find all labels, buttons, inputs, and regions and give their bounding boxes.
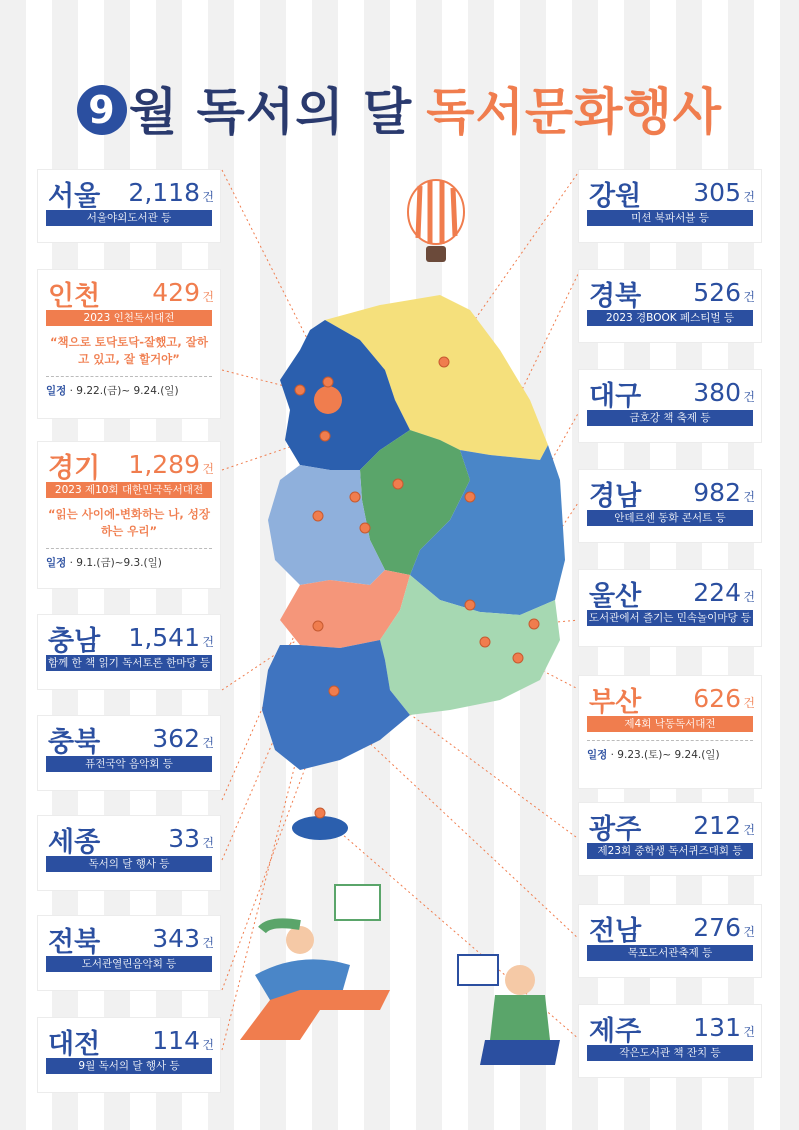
region-name: 광주: [589, 814, 642, 845]
event-description: 서울야외도서관 등: [46, 210, 212, 226]
schedule-dates: · 9.1.(금)~9.3.(일): [66, 557, 162, 569]
region-card: [579, 676, 761, 788]
event-schedule: [46, 548, 212, 570]
event-count: 224: [693, 578, 741, 607]
event-slogan: “책으로 토닥토닥-잘했고, 잘하고 있고, 잘 할거야”: [49, 335, 208, 366]
reader-illustration-left: [240, 885, 390, 1040]
region-card: [38, 270, 220, 418]
event-count: 305: [693, 178, 741, 207]
region-card: [38, 716, 220, 790]
title-part2: 독서문화행사: [426, 83, 723, 141]
count-unit: 건: [743, 1025, 755, 1039]
region-card: [38, 442, 220, 588]
event-description: 제23회 중학생 독서퀴즈대회 등: [587, 843, 753, 859]
region-name: 충남: [48, 626, 101, 657]
region-name: 부산: [589, 687, 642, 718]
count-unit: 건: [743, 590, 755, 604]
region-name: 울산: [589, 581, 642, 612]
reader-illustration-right: [458, 955, 560, 1065]
event-description: 미션 북파서블 등: [587, 210, 753, 226]
event-count: 626: [693, 684, 741, 713]
region-card: [579, 803, 761, 875]
count-unit: 건: [743, 925, 755, 939]
event-description: 2023 인천독서대전: [46, 310, 212, 326]
region-card: [579, 1005, 761, 1077]
page-title: [0, 72, 799, 144]
balloon-icon: [408, 180, 464, 262]
schedule-label: 일정: [46, 385, 67, 397]
region-name: 충북: [48, 727, 101, 758]
event-description: 제4회 낙동독서대전: [587, 716, 753, 732]
event-count: 2,118: [128, 178, 200, 207]
region-name: 전남: [589, 916, 642, 947]
event-count: 276: [693, 913, 741, 942]
region-card: [38, 615, 220, 689]
region-card: [579, 570, 761, 646]
event-count: 114: [152, 1026, 200, 1055]
event-description: 2023 경BOOK 페스티벌 등: [587, 310, 753, 326]
count-unit: 건: [202, 1038, 214, 1052]
event-description: 금호강 책 축제 등: [587, 410, 753, 426]
region-name: 세종: [48, 827, 101, 858]
region-card: [579, 370, 761, 442]
region-name: 경기: [48, 453, 101, 484]
event-slogan: “읽는 사이에-변화하는 나, 성장하는 우리”: [47, 507, 211, 538]
title-part1: 월 독서의 달: [128, 83, 413, 141]
count-unit: 건: [202, 290, 214, 304]
count-unit: 건: [743, 823, 755, 837]
event-count: 131: [693, 1013, 741, 1042]
region-name: 서울: [48, 181, 101, 212]
title-badge: 9: [77, 85, 127, 135]
count-unit: 건: [743, 190, 755, 204]
event-count: 526: [693, 278, 741, 307]
event-description: 목포도서관축제 등: [587, 945, 753, 961]
count-unit: 건: [202, 635, 214, 649]
region-card: [38, 916, 220, 990]
event-description: 퓨전국악 음악회 등: [46, 756, 212, 772]
region-card: [579, 170, 761, 242]
region-card: [579, 470, 761, 542]
schedule-label: 일정: [587, 749, 608, 761]
count-unit: 건: [743, 290, 755, 304]
event-description: 안데르센 동화 콘서트 등: [587, 510, 753, 526]
region-card: [38, 170, 220, 242]
event-count: 982: [693, 478, 741, 507]
region-card: [579, 270, 761, 342]
count-unit: 건: [202, 736, 214, 750]
event-schedule: [46, 376, 212, 398]
count-unit: 건: [202, 462, 214, 476]
event-description: 9월 독서의 달 행사 등: [46, 1058, 212, 1074]
region-card: [38, 816, 220, 890]
region-card: [579, 905, 761, 977]
region-name: 경북: [589, 281, 642, 312]
event-schedule: [587, 740, 753, 762]
count-unit: 건: [743, 490, 755, 504]
event-count: 1,289: [128, 450, 200, 479]
count-unit: 건: [202, 936, 214, 950]
event-count: 429: [152, 278, 200, 307]
schedule-label: 일정: [46, 557, 67, 569]
region-name: 강원: [589, 181, 642, 212]
event-description: 함께 한 책 읽기 독서토론 한마당 등: [47, 657, 211, 669]
event-description: 독서의 달 행사 등: [46, 856, 212, 872]
region-name: 경남: [589, 481, 642, 512]
region-name: 전북: [48, 927, 101, 958]
schedule-dates: · 9.23.(토)~ 9.24.(일): [607, 749, 720, 761]
event-count: 1,541: [128, 623, 200, 652]
event-count: 343: [152, 924, 200, 953]
event-description: 도서관에서 즐기는 민속놀이마당 등: [588, 612, 752, 624]
count-unit: 건: [202, 190, 214, 204]
count-unit: 건: [202, 836, 214, 850]
event-count: 33: [168, 824, 200, 853]
region-name: 제주: [589, 1016, 642, 1047]
count-unit: 건: [743, 696, 755, 710]
region-card: [38, 1018, 220, 1092]
region-name: 인천: [48, 281, 101, 312]
schedule-dates: · 9.22.(금)~ 9.24.(일): [66, 385, 179, 397]
region-name: 대구: [589, 381, 642, 412]
region-name: 대전: [48, 1029, 101, 1060]
event-count: 212: [693, 811, 741, 840]
event-count: 380: [693, 378, 741, 407]
count-unit: 건: [743, 390, 755, 404]
event-count: 362: [152, 724, 200, 753]
event-description: 도서관열린음악회 등: [46, 956, 212, 972]
event-description: 2023 제10회 대한민국독서대전: [46, 482, 212, 498]
event-description: 작은도서관 책 잔치 등: [587, 1045, 753, 1061]
